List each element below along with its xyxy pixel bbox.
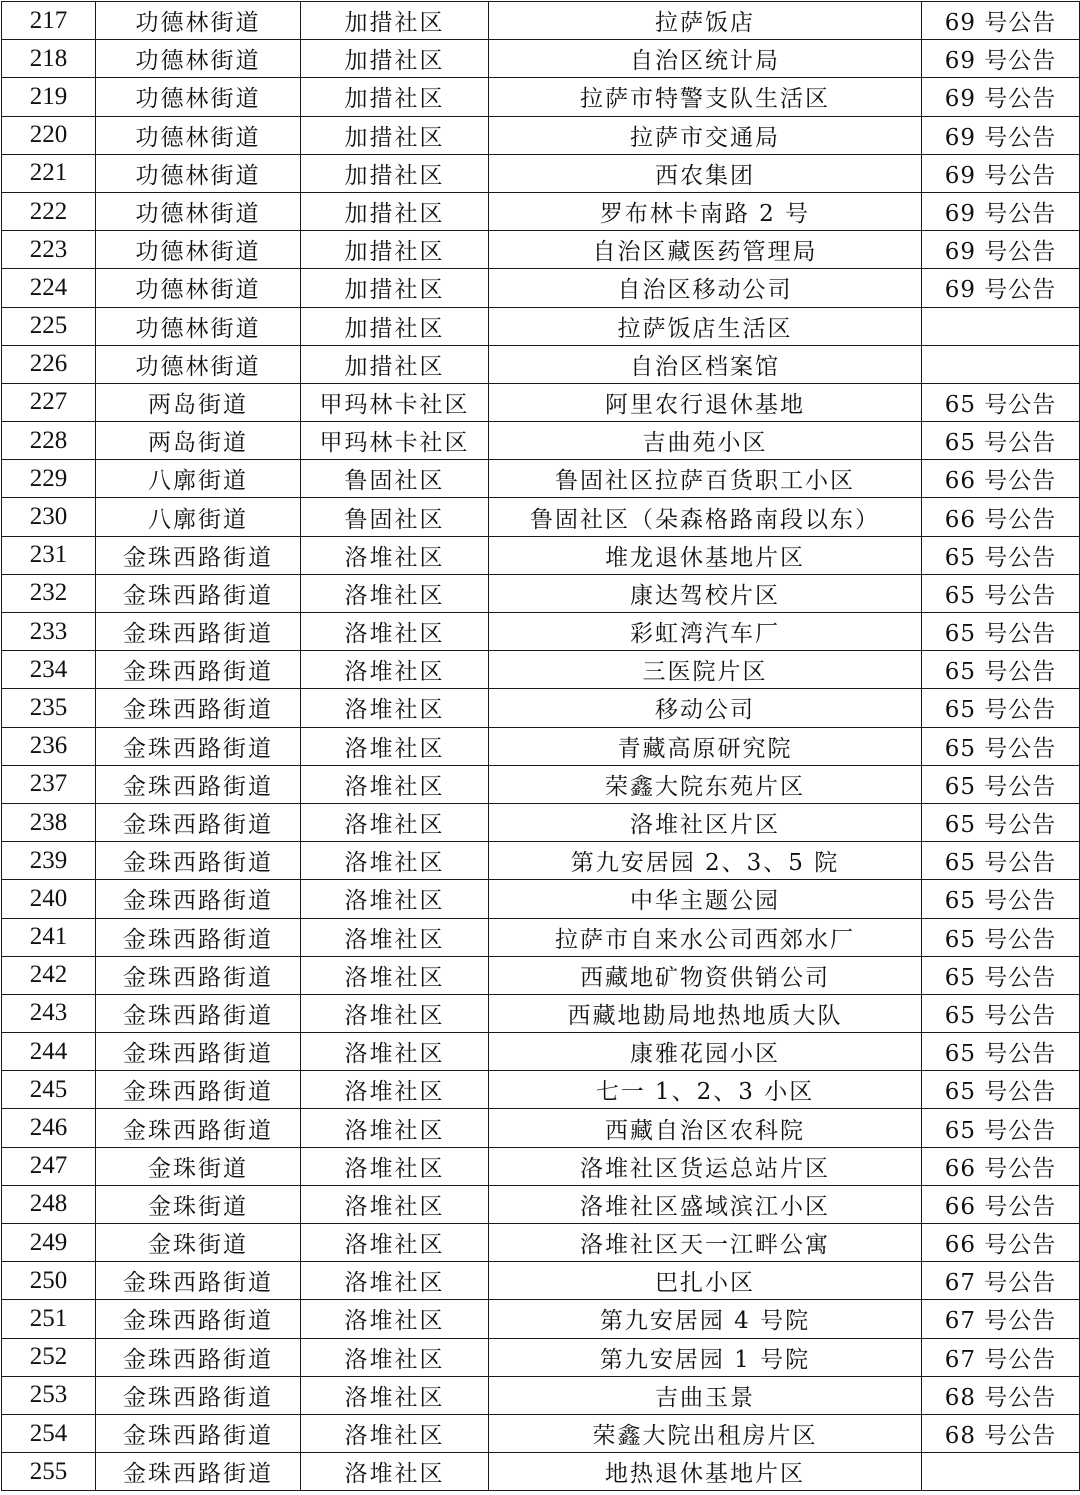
location-cell: 拉萨市特警支队生活区 (489, 78, 922, 116)
notice-cell: 65 号公告 (922, 383, 1080, 421)
row-number: 225 (2, 307, 96, 345)
notice-cell (922, 307, 1080, 345)
community-cell: 加措社区 (301, 116, 489, 154)
subdistrict-cell: 八廓街道 (96, 460, 301, 498)
location-cell: 鲁固社区拉萨百货职工小区 (489, 460, 922, 498)
table-row (2, 727, 1080, 765)
table-row (2, 2, 1080, 40)
row-number: 234 (2, 651, 96, 689)
community-cell: 洛堆社区 (301, 1147, 489, 1185)
row-number: 229 (2, 460, 96, 498)
community-cell: 鲁固社区 (301, 460, 489, 498)
notice-cell: 65 号公告 (922, 422, 1080, 460)
subdistrict-cell: 金珠西路街道 (96, 842, 301, 880)
notice-cell: 65 号公告 (922, 880, 1080, 918)
community-cell: 洛堆社区 (301, 1033, 489, 1071)
subdistrict-cell: 金珠西路街道 (96, 765, 301, 803)
location-cell: 洛堆社区货运总站片区 (489, 1147, 922, 1185)
row-number: 236 (2, 727, 96, 765)
row-number: 231 (2, 536, 96, 574)
table-row (2, 383, 1080, 421)
subdistrict-cell: 金珠西路街道 (96, 727, 301, 765)
notice-cell: 67 号公告 (922, 1262, 1080, 1300)
row-number: 253 (2, 1376, 96, 1414)
location-cell: 拉萨市交通局 (489, 116, 922, 154)
notice-cell: 68 号公告 (922, 1376, 1080, 1414)
notice-cell: 69 号公告 (922, 192, 1080, 230)
subdistrict-cell: 功德林街道 (96, 231, 301, 269)
community-cell: 加措社区 (301, 40, 489, 78)
community-cell: 洛堆社区 (301, 880, 489, 918)
community-cell: 加措社区 (301, 78, 489, 116)
table-body (2, 2, 1080, 1491)
subdistrict-cell: 功德林街道 (96, 192, 301, 230)
table-row (2, 498, 1080, 536)
table-row (2, 994, 1080, 1032)
notice-cell: 66 号公告 (922, 460, 1080, 498)
location-cell: 西藏地勘局地热地质大队 (489, 994, 922, 1032)
community-cell: 洛堆社区 (301, 956, 489, 994)
location-cell: 自治区移动公司 (489, 269, 922, 307)
notice-cell: 65 号公告 (922, 651, 1080, 689)
notice-cell (922, 1453, 1080, 1491)
location-cell: 康雅花园小区 (489, 1033, 922, 1071)
table-row (2, 613, 1080, 651)
community-cell: 洛堆社区 (301, 1300, 489, 1338)
row-number: 245 (2, 1071, 96, 1109)
community-cell: 洛堆社区 (301, 1262, 489, 1300)
notice-cell: 68 号公告 (922, 1414, 1080, 1452)
notice-cell: 65 号公告 (922, 689, 1080, 727)
row-number: 219 (2, 78, 96, 116)
table-row (2, 1185, 1080, 1223)
location-cell: 拉萨饭店 (489, 2, 922, 40)
notice-cell: 67 号公告 (922, 1300, 1080, 1338)
location-cell: 西藏自治区农科院 (489, 1109, 922, 1147)
location-cell: 地热退休基地片区 (489, 1453, 922, 1491)
community-cell: 甲玛林卡社区 (301, 383, 489, 421)
location-cell: 鲁固社区（朵森格路南段以东） (489, 498, 922, 536)
row-number: 239 (2, 842, 96, 880)
subdistrict-cell: 金珠西路街道 (96, 918, 301, 956)
notice-cell: 65 号公告 (922, 918, 1080, 956)
notice-cell: 66 号公告 (922, 498, 1080, 536)
subdistrict-cell: 金珠街道 (96, 1185, 301, 1223)
subdistrict-cell: 金珠西路街道 (96, 1109, 301, 1147)
notice-cell (922, 345, 1080, 383)
table-row (2, 422, 1080, 460)
table-row (2, 1376, 1080, 1414)
row-number: 247 (2, 1147, 96, 1185)
table-row (2, 880, 1080, 918)
community-cell: 加措社区 (301, 2, 489, 40)
table-row (2, 40, 1080, 78)
table-row (2, 1262, 1080, 1300)
notice-cell: 65 号公告 (922, 1033, 1080, 1071)
location-cell: 罗布林卡南路 2 号 (489, 192, 922, 230)
community-cell: 洛堆社区 (301, 727, 489, 765)
community-cell: 洛堆社区 (301, 1338, 489, 1376)
community-cell: 加措社区 (301, 192, 489, 230)
community-cell: 鲁固社区 (301, 498, 489, 536)
notice-cell: 65 号公告 (922, 803, 1080, 841)
community-cell: 洛堆社区 (301, 1224, 489, 1262)
community-cell: 洛堆社区 (301, 1453, 489, 1491)
table-row (2, 307, 1080, 345)
community-cell: 洛堆社区 (301, 994, 489, 1032)
location-cell: 西藏地矿物资供销公司 (489, 956, 922, 994)
table-row (2, 1109, 1080, 1147)
table-row (2, 231, 1080, 269)
table-row (2, 765, 1080, 803)
row-number: 244 (2, 1033, 96, 1071)
table-row (2, 345, 1080, 383)
subdistrict-cell: 金珠西路街道 (96, 1033, 301, 1071)
location-cell: 巴扎小区 (489, 1262, 922, 1300)
row-number: 250 (2, 1262, 96, 1300)
table-row (2, 1300, 1080, 1338)
location-cell: 吉曲苑小区 (489, 422, 922, 460)
location-cell: 堆龙退休基地片区 (489, 536, 922, 574)
location-cell: 中华主题公园 (489, 880, 922, 918)
notice-cell: 65 号公告 (922, 1071, 1080, 1109)
location-cell: 荣鑫大院东苑片区 (489, 765, 922, 803)
notice-cell: 67 号公告 (922, 1338, 1080, 1376)
location-cell: 三医院片区 (489, 651, 922, 689)
location-cell: 洛堆社区片区 (489, 803, 922, 841)
row-number: 220 (2, 116, 96, 154)
subdistrict-cell: 金珠西路街道 (96, 1262, 301, 1300)
location-cell: 吉曲玉景 (489, 1376, 922, 1414)
community-cell: 洛堆社区 (301, 1109, 489, 1147)
notice-cell: 65 号公告 (922, 956, 1080, 994)
notice-cell: 66 号公告 (922, 1147, 1080, 1185)
row-number: 226 (2, 345, 96, 383)
table-row (2, 1071, 1080, 1109)
row-number: 235 (2, 689, 96, 727)
row-number: 240 (2, 880, 96, 918)
community-cell: 洛堆社区 (301, 1414, 489, 1452)
notice-cell: 69 号公告 (922, 2, 1080, 40)
community-cell: 洛堆社区 (301, 651, 489, 689)
notice-cell: 65 号公告 (922, 574, 1080, 612)
notice-cell: 66 号公告 (922, 1224, 1080, 1262)
subdistrict-cell: 金珠西路街道 (96, 536, 301, 574)
community-cell: 加措社区 (301, 269, 489, 307)
row-number: 255 (2, 1453, 96, 1491)
location-cell: 第九安居园 2、3、5 院 (489, 842, 922, 880)
notice-cell: 69 号公告 (922, 154, 1080, 192)
subdistrict-cell: 金珠西路街道 (96, 1414, 301, 1452)
row-number: 223 (2, 231, 96, 269)
table-row (2, 1414, 1080, 1452)
row-number: 222 (2, 192, 96, 230)
table-row (2, 918, 1080, 956)
subdistrict-cell: 金珠西路街道 (96, 1300, 301, 1338)
table-row (2, 460, 1080, 498)
community-cell: 甲玛林卡社区 (301, 422, 489, 460)
row-number: 248 (2, 1185, 96, 1223)
table-row (2, 116, 1080, 154)
subdistrict-cell: 功德林街道 (96, 269, 301, 307)
community-table (1, 1, 1080, 1491)
subdistrict-cell: 功德林街道 (96, 2, 301, 40)
subdistrict-cell: 金珠西路街道 (96, 956, 301, 994)
notice-cell: 66 号公告 (922, 1185, 1080, 1223)
notice-cell: 65 号公告 (922, 994, 1080, 1032)
notice-cell: 65 号公告 (922, 1109, 1080, 1147)
table-row (2, 154, 1080, 192)
community-cell: 洛堆社区 (301, 918, 489, 956)
location-cell: 第九安居园 4 号院 (489, 1300, 922, 1338)
subdistrict-cell: 金珠西路街道 (96, 1071, 301, 1109)
row-number: 217 (2, 2, 96, 40)
subdistrict-cell: 八廓街道 (96, 498, 301, 536)
location-cell: 自治区藏医药管理局 (489, 231, 922, 269)
location-cell: 青藏高原研究院 (489, 727, 922, 765)
community-cell: 洛堆社区 (301, 803, 489, 841)
community-cell: 加措社区 (301, 307, 489, 345)
row-number: 246 (2, 1109, 96, 1147)
subdistrict-cell: 金珠西路街道 (96, 803, 301, 841)
subdistrict-cell: 金珠西路街道 (96, 1338, 301, 1376)
community-cell: 洛堆社区 (301, 1376, 489, 1414)
location-cell: 洛堆社区盛域滨江小区 (489, 1185, 922, 1223)
table-row (2, 536, 1080, 574)
location-cell: 阿里农行退休基地 (489, 383, 922, 421)
subdistrict-cell: 两岛街道 (96, 422, 301, 460)
notice-cell: 69 号公告 (922, 40, 1080, 78)
row-number: 237 (2, 765, 96, 803)
row-number: 230 (2, 498, 96, 536)
location-cell: 移动公司 (489, 689, 922, 727)
row-number: 251 (2, 1300, 96, 1338)
row-number: 249 (2, 1224, 96, 1262)
community-cell: 洛堆社区 (301, 842, 489, 880)
table-row (2, 1033, 1080, 1071)
row-number: 242 (2, 956, 96, 994)
community-cell: 洛堆社区 (301, 613, 489, 651)
subdistrict-cell: 金珠街道 (96, 1224, 301, 1262)
row-number: 238 (2, 803, 96, 841)
subdistrict-cell: 金珠西路街道 (96, 574, 301, 612)
subdistrict-cell: 金珠街道 (96, 1147, 301, 1185)
subdistrict-cell: 功德林街道 (96, 78, 301, 116)
location-cell: 自治区档案馆 (489, 345, 922, 383)
subdistrict-cell: 金珠西路街道 (96, 651, 301, 689)
notice-cell: 69 号公告 (922, 231, 1080, 269)
row-number: 221 (2, 154, 96, 192)
subdistrict-cell: 金珠西路街道 (96, 1376, 301, 1414)
notice-cell: 65 号公告 (922, 613, 1080, 651)
table-row (2, 1147, 1080, 1185)
table-row (2, 842, 1080, 880)
location-cell: 拉萨饭店生活区 (489, 307, 922, 345)
subdistrict-cell: 功德林街道 (96, 40, 301, 78)
location-cell: 拉萨市自来水公司西郊水厂 (489, 918, 922, 956)
community-cell: 加措社区 (301, 154, 489, 192)
location-cell: 第九安居园 1 号院 (489, 1338, 922, 1376)
notice-cell: 69 号公告 (922, 78, 1080, 116)
row-number: 254 (2, 1414, 96, 1452)
table-row (2, 1224, 1080, 1262)
row-number: 243 (2, 994, 96, 1032)
row-number: 233 (2, 613, 96, 651)
subdistrict-cell: 金珠西路街道 (96, 994, 301, 1032)
location-cell: 自治区统计局 (489, 40, 922, 78)
community-cell: 洛堆社区 (301, 536, 489, 574)
community-cell: 加措社区 (301, 231, 489, 269)
notice-cell: 65 号公告 (922, 727, 1080, 765)
community-cell: 洛堆社区 (301, 1185, 489, 1223)
subdistrict-cell: 功德林街道 (96, 345, 301, 383)
table-row (2, 269, 1080, 307)
notice-cell: 69 号公告 (922, 116, 1080, 154)
community-cell: 洛堆社区 (301, 1071, 489, 1109)
community-cell: 洛堆社区 (301, 574, 489, 612)
row-number: 228 (2, 422, 96, 460)
subdistrict-cell: 金珠西路街道 (96, 1453, 301, 1491)
subdistrict-cell: 功德林街道 (96, 116, 301, 154)
table-row (2, 1338, 1080, 1376)
notice-cell: 65 号公告 (922, 536, 1080, 574)
location-cell: 洛堆社区天一江畔公寓 (489, 1224, 922, 1262)
table-row (2, 78, 1080, 116)
row-number: 241 (2, 918, 96, 956)
subdistrict-cell: 功德林街道 (96, 307, 301, 345)
subdistrict-cell: 金珠西路街道 (96, 880, 301, 918)
table-row (2, 192, 1080, 230)
location-cell: 西农集团 (489, 154, 922, 192)
table-row (2, 574, 1080, 612)
notice-cell: 65 号公告 (922, 765, 1080, 803)
table-row (2, 956, 1080, 994)
table-row (2, 1453, 1080, 1491)
notice-cell: 65 号公告 (922, 842, 1080, 880)
row-number: 252 (2, 1338, 96, 1376)
row-number: 224 (2, 269, 96, 307)
community-cell: 洛堆社区 (301, 689, 489, 727)
table-row (2, 689, 1080, 727)
table-row (2, 651, 1080, 689)
subdistrict-cell: 两岛街道 (96, 383, 301, 421)
location-cell: 荣鑫大院出租房片区 (489, 1414, 922, 1452)
location-cell: 康达驾校片区 (489, 574, 922, 612)
table-row (2, 803, 1080, 841)
notice-cell: 69 号公告 (922, 269, 1080, 307)
community-cell: 洛堆社区 (301, 765, 489, 803)
subdistrict-cell: 功德林街道 (96, 154, 301, 192)
row-number: 232 (2, 574, 96, 612)
row-number: 218 (2, 40, 96, 78)
subdistrict-cell: 金珠西路街道 (96, 689, 301, 727)
location-cell: 彩虹湾汽车厂 (489, 613, 922, 651)
location-cell: 七一 1、2、3 小区 (489, 1071, 922, 1109)
row-number: 227 (2, 383, 96, 421)
community-cell: 加措社区 (301, 345, 489, 383)
subdistrict-cell: 金珠西路街道 (96, 613, 301, 651)
